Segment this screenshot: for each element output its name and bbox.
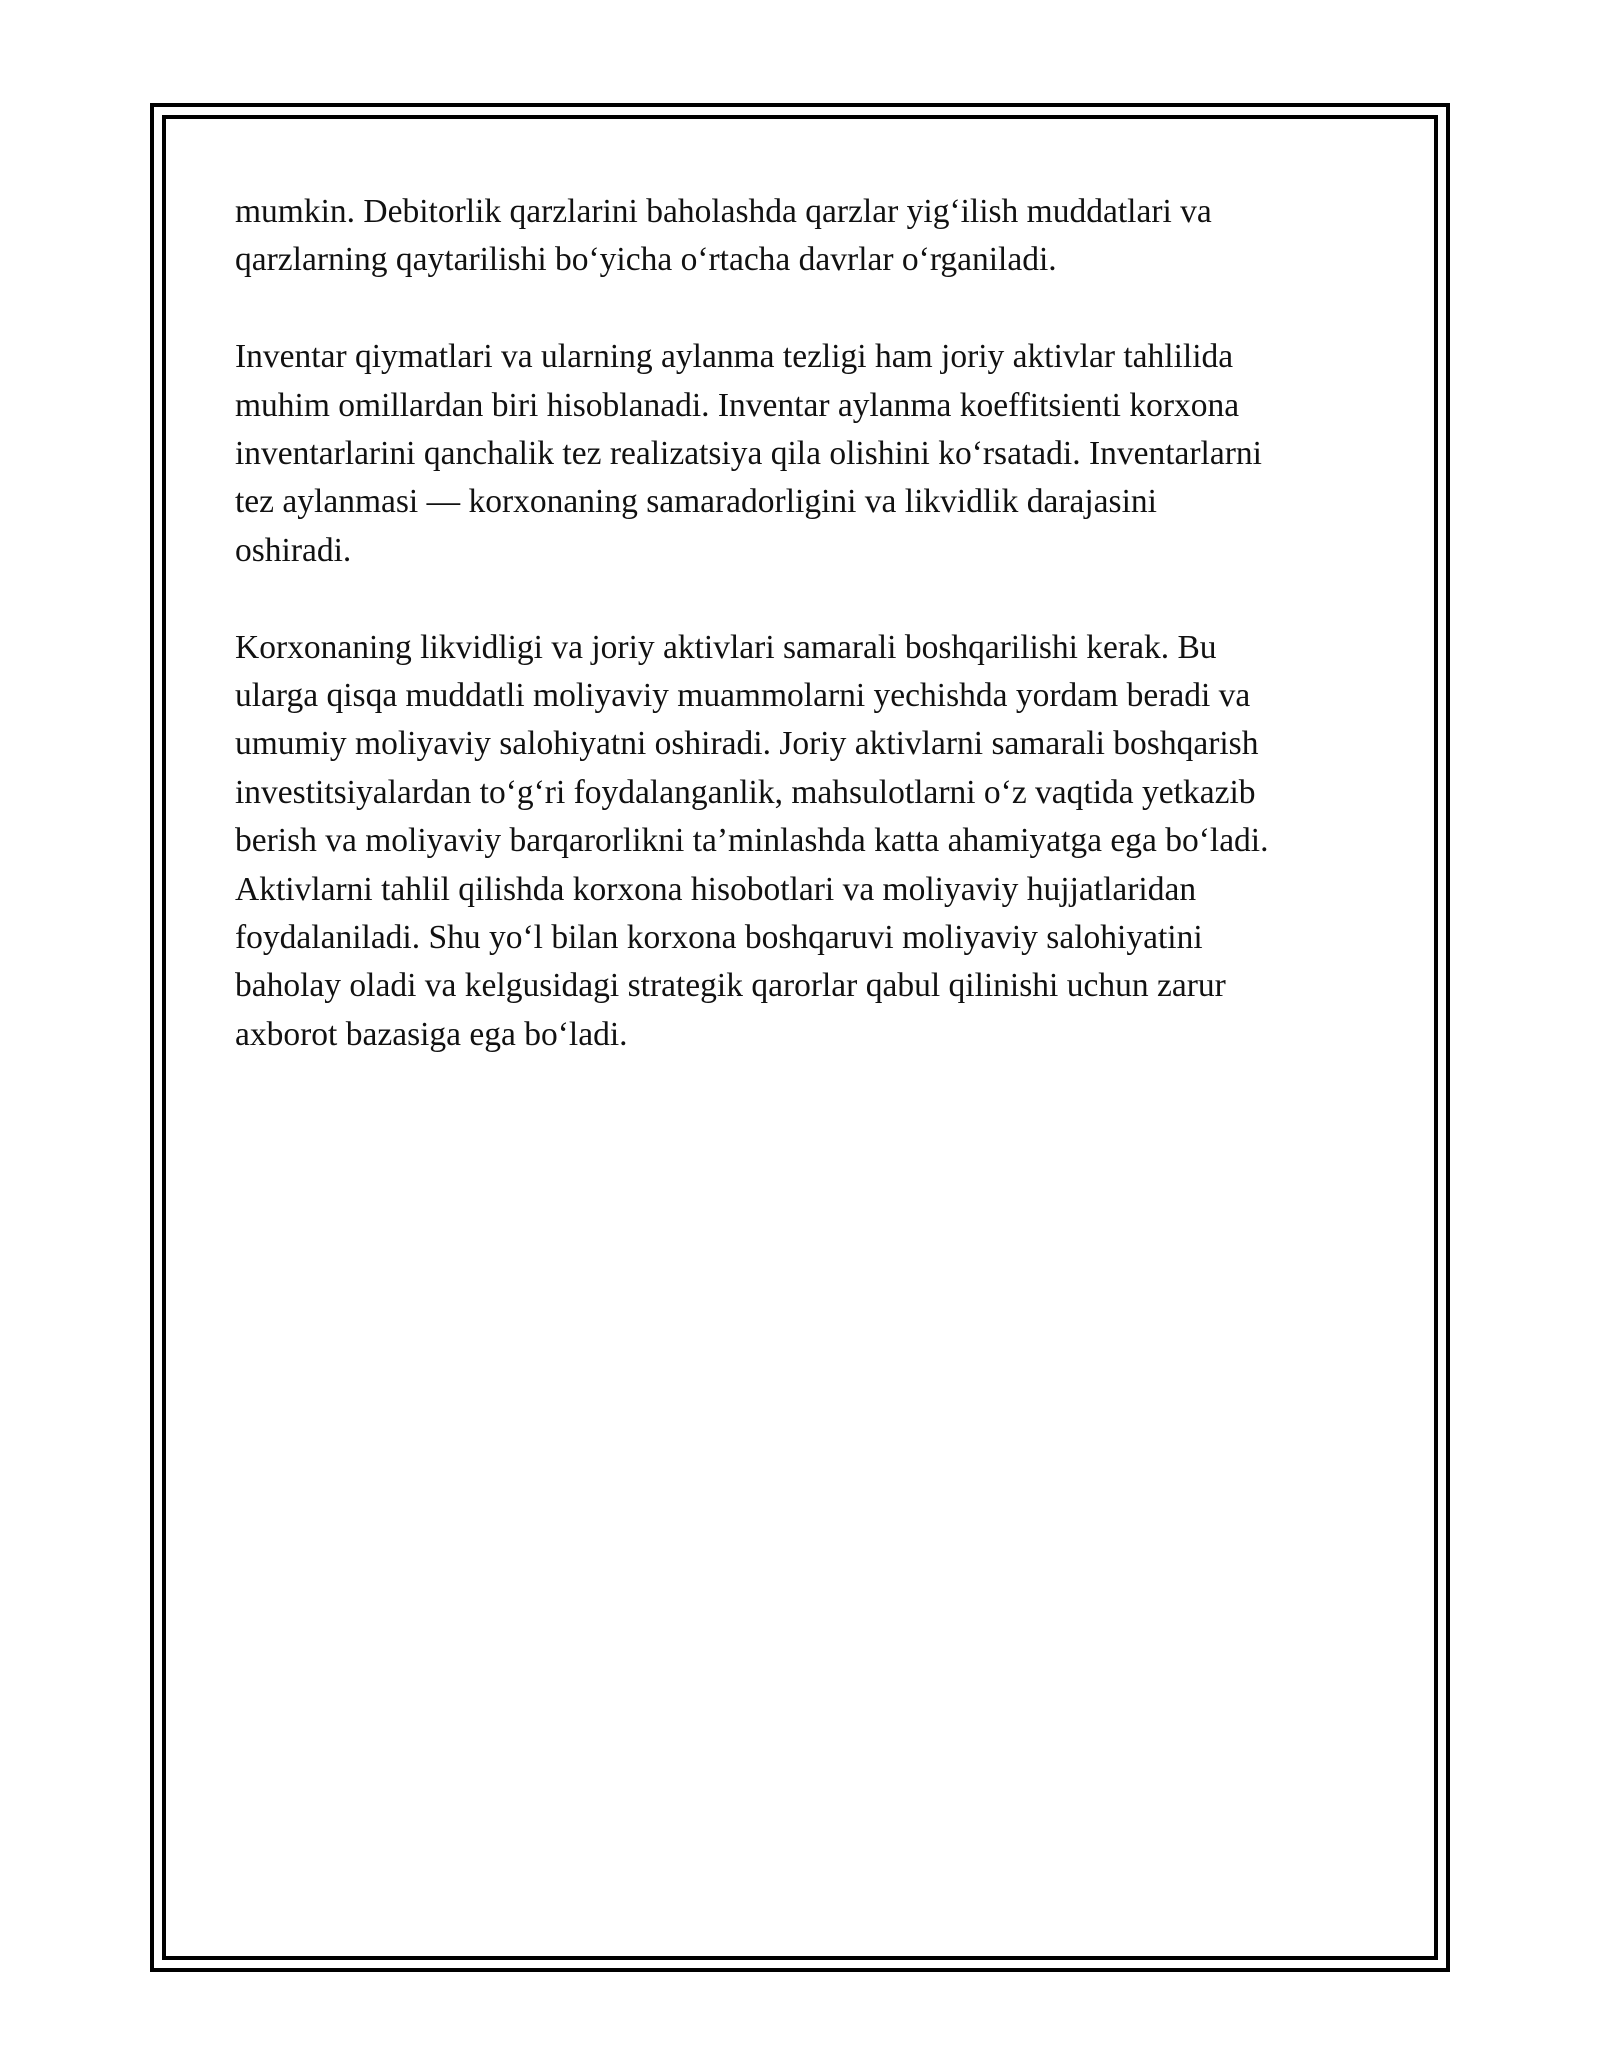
paragraph-line: investitsiyalardan to‘g‘ri foydalanganlik, mahsulotlarni o‘z vaqtida yetkazib: [235, 773, 1256, 811]
paragraph-line: Korxonaning likvidligi va joriy aktivlari samarali boshqarilishi kerak. Bu: [235, 628, 1217, 666]
paragraph-line: qarzlarning qaytarilishi bo‘yicha o‘rtacha davrlar o‘rganiladi.: [235, 241, 1057, 279]
paragraph-line: Inventar qiymatlari va ularning aylanma tezligi ham joriy aktivlar tahlilida: [235, 338, 1234, 376]
paragraph-line: baholay oladi va kelgusidagi strategik qarorlar qabul qilinishi uchun zarur: [235, 967, 1226, 1005]
paragraph-line: ularga qisqa muddatli moliyaviy muammolarni yechishda yordam beradi va: [235, 677, 1251, 715]
paragraph-line: muhim omillardan biri hisoblanadi. Inventar aylanma koeffitsienti korxona: [235, 386, 1240, 424]
paragraph-line: tez aylanmasi — korxonaning samaradorligini va likvidlik darajasini: [235, 483, 1157, 521]
paragraph-line: axborot bazasiga ega bo‘ladi.: [235, 1015, 628, 1053]
paragraph-1: [235, 188, 1385, 285]
paragraph-line: mumkin. Debitorlik qarzlarini baholashda qarzlar yig‘ilish muddatlari va: [235, 193, 1212, 230]
paragraph-line: Aktivlarni tahlil qilishda korxona hisobotlari va moliyaviy hujjatlaridan: [235, 870, 1197, 908]
paragraph-2: [235, 333, 1385, 575]
paragraph-line: inventarlarini qanchalik tez realizatsiya qila olishini ko‘rsatadi. Inventarlarni: [235, 435, 1262, 473]
paragraph-line: umumiy moliyaviy salohiyatni oshiradi. Joriy aktivlarni samarali boshqarish: [235, 725, 1259, 763]
paragraph-line: berish va moliyaviy barqarorlikni ta’minlashda katta ahamiyatga ega bo‘ladi.: [235, 822, 1269, 860]
paragraph-3: [235, 624, 1385, 1060]
page-content: [235, 188, 1385, 1108]
paragraph-line: foydalaniladi. Shu yo‘l bilan korxona boshqaruvi moliyaviy salohiyatini: [235, 919, 1203, 957]
paragraph-line: oshiradi.: [235, 531, 352, 569]
